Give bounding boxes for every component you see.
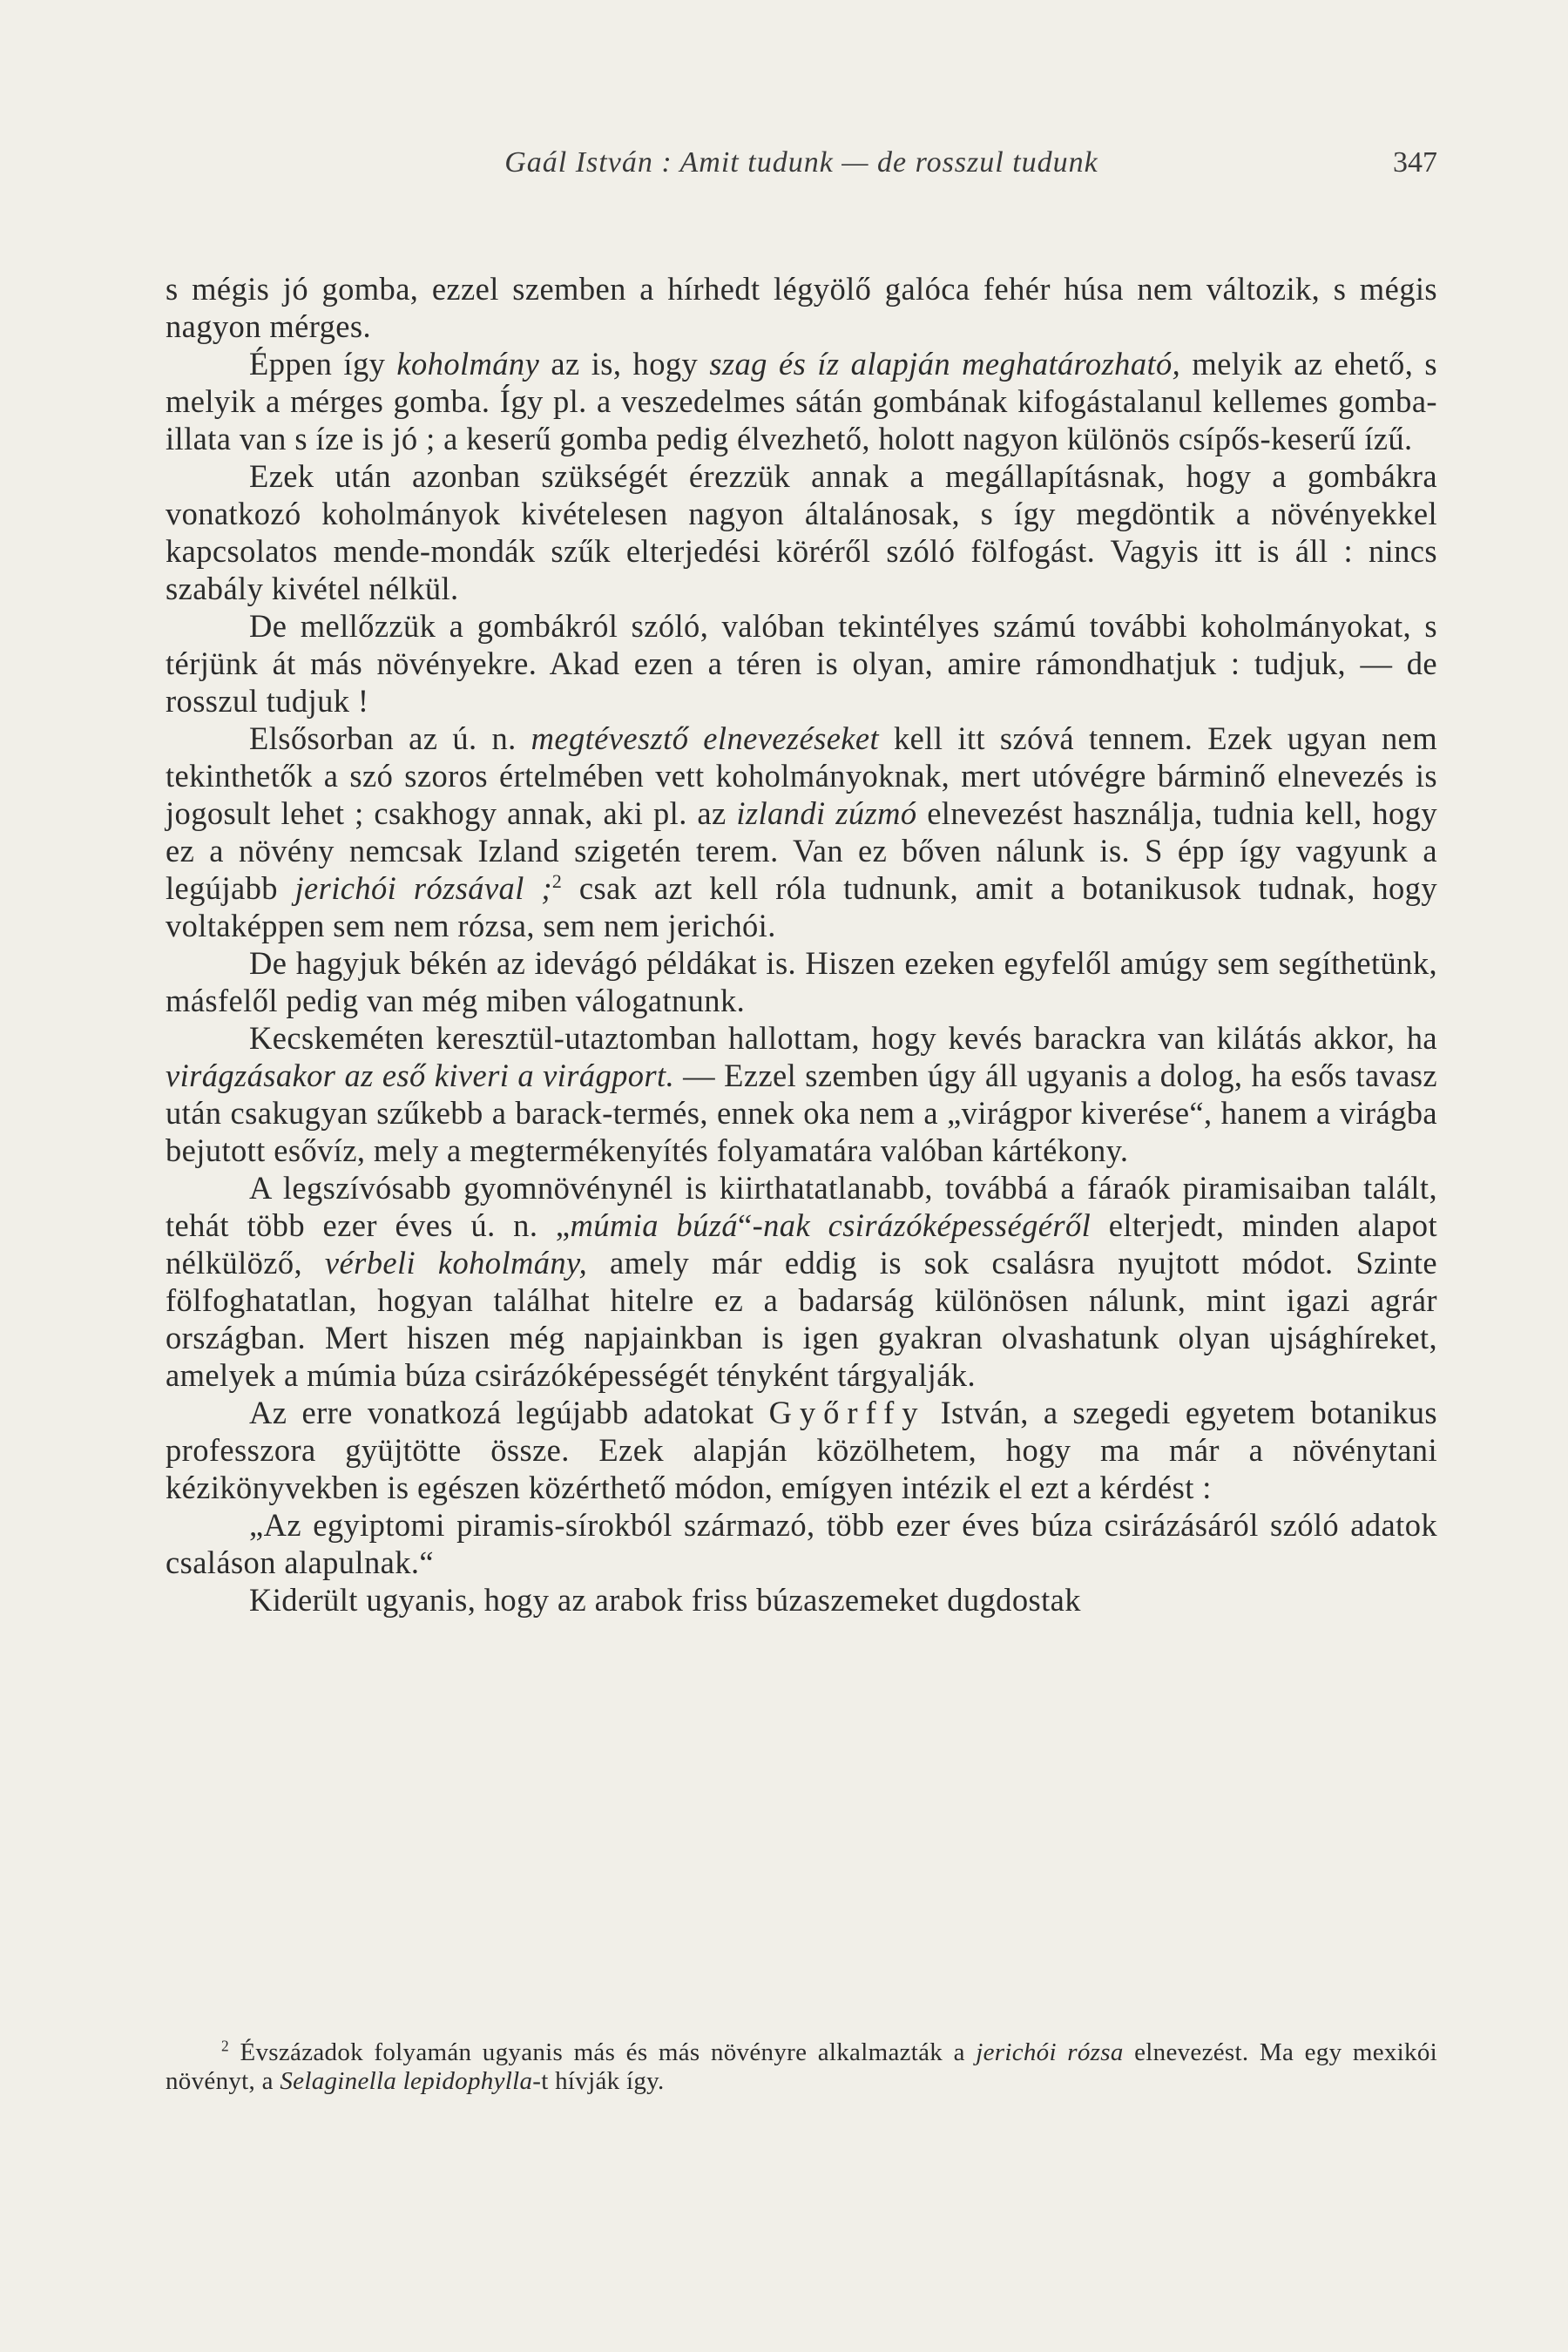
text-run: elnevezést. Ma egy mexikói növényt, a [166, 2038, 1437, 2095]
page-number: 347 [1393, 146, 1437, 179]
italic-run: izlandi zúzmó [736, 795, 917, 831]
text-run: elnevezést használja, tudnia kell, hogy ez a növény nemcsak Izland szigetén terem. Van ez bőven nálunk is. S épp így vagyunk a legújabb [166, 795, 1437, 906]
italic-run: jerichói rózsával ; [294, 870, 552, 906]
italic-run: szag és íz alapján meghatározható, [709, 346, 1181, 382]
text-run: melyik az ehető, s melyik a mérges gomba. Így pl. a veszedelmes sátán gombának kifogástalanul kellemes gomba-illata van s íze is jó ; a keserű gomba pedig élvezhető, holott nagyon különös csípős-keserű ízű. [166, 346, 1438, 456]
paragraph-11 [166, 1581, 1437, 1619]
text-run: amely már eddig is sok csalásra nyujtott módot. Szinte fölfoghatatlan, hogyan találhat hitelre ez a badarság különösen nálunk, mint igazi agrár országban. Mert hiszen még napjainkban is igen gyakran olvashatunk olyan ujsághíreket, amelyek a múmia búza csirázóképességét tényként tárgyalják. [166, 1245, 1437, 1393]
text-run: Ezek után azonban szükségét érezzük annak a megállapításnak, hogy a gombákra vonatkozó koholmányok kivételesen nagyon általánosak, s így megdöntik a növényekkel kapcsolatos mende-mondák szűk elterjedési köréről szóló fölfogást. Vagyis itt is áll : nincs szabály kivétel nélkül. [166, 458, 1437, 606]
body-text [166, 270, 1437, 1619]
text-run: A legszívósabb gyomnövénynél is kiirthatatlanabb, továbbá a fáraók piramisaiban talált, tehát több ezer éves ú. n. „ [166, 1170, 1437, 1243]
text-run: Évszázadok folyamán ugyanis más és más növényre alkalmazták a [229, 2038, 977, 2066]
text-run: Az erre vonatkozá legújabb adatokat [249, 1395, 769, 1430]
paragraph-4 [166, 607, 1437, 720]
page-header [166, 146, 1437, 190]
paragraph-8 [166, 1169, 1437, 1394]
italic-run: koholmány [396, 346, 540, 382]
text-run: István, a szegedi egyetem botanikus professzora gyüjtötte össze. Ezek alapján közölhetem, hogy ma már a növénytani kézikönyvekben is egészen közérthető módon, emígyen intézik el ezt a kérdést : [166, 1395, 1437, 1505]
paragraph-6 [166, 944, 1437, 1019]
paragraph-1 [166, 270, 1437, 345]
text-run: De hagyjuk békén az idevágó példákat is. Hiszen ezeken egyfelől amúgy sem segíthetünk, másfelől pedig van még miben válogatnunk. [166, 945, 1437, 1018]
text-run: az is, hogy [539, 346, 710, 382]
paragraph-9 [166, 1394, 1437, 1506]
text-run: Győrffy [768, 1395, 926, 1430]
paragraph-3 [166, 457, 1437, 607]
italic-run: múmia búzá [570, 1207, 738, 1243]
text-run: Éppen így [249, 346, 397, 382]
italic-run: vérbeli koholmány, [324, 1245, 588, 1281]
text-run: -t hívják így. [532, 2067, 665, 2095]
footnote-ref: 2 [551, 869, 563, 892]
text-run: Kecskeméten keresztül-utaztomban hallottam, hogy kevés barackra van kilátás akkor, ha [249, 1020, 1437, 1056]
running-title: Gaál István : Amit tudunk — de rosszul tudunk [504, 146, 1098, 179]
text-run: Elsősorban az ú. n. [249, 720, 531, 756]
paragraph-2 [166, 345, 1437, 457]
italic-run: megtévesztő elnevezéseket [531, 720, 880, 756]
footnote-1 [166, 2038, 1437, 2096]
text-run: De mellőzzük a gombákról szóló, valóban tekintélyes számú további koholmányokat, s térjünk át más növényekre. Akad ezen a téren is olyan, amire rámondhatjuk : tudjuk, — de rosszul tudjuk ! [166, 608, 1437, 719]
italic-run: Selaginella lepidophylla [280, 2067, 533, 2095]
italic-run: jerichói rózsa [976, 2038, 1124, 2066]
text-run: — Ezzel szemben úgy áll ugyanis a dolog, ha esős tavasz után csakugyan szűkebb a barack-termés, ennek oka nem a „virágpor kiverése“, hanem a virágba bejutott esővíz, mely a megtermékenyítés folyamatára valóban kártékony. [166, 1058, 1437, 1168]
paragraph-10 [166, 1506, 1437, 1581]
text-run: „Az egyiptomi piramis-sírokból származó, több ezer éves búza csirázásáról szóló adatok csaláson alapulnak.“ [166, 1507, 1437, 1580]
text-run: csak azt kell róla tudnunk, amit a botanikusok tudnak, hogy voltaképpen sem nem rózsa, sem nem jerichói. [166, 870, 1437, 943]
text-run: elterjedt, minden alapot nélkülöző, [166, 1207, 1437, 1281]
paragraph-5 [166, 720, 1437, 944]
italic-run: -nak csirázóképességéről [752, 1207, 1092, 1243]
text-run: s mégis jó gomba, ezzel szemben a hírhedt légyölő galóca fehér húsa nem változik, s mégis nagyon mérges. [166, 271, 1437, 344]
text-run: “ [737, 1207, 753, 1243]
text-run: kell itt szóvá tennem. Ezek ugyan nem tekinthetők a szó szoros értelmében vett koholmányoknak, mert utóvégre bárminő elnevezés is jogosult lehet ; csakhogy annak, aki pl. az [166, 720, 1437, 831]
footnote-ref: 2 [221, 2037, 229, 2055]
text-run: Kiderült ugyanis, hogy az arabok friss búzaszemeket dugdostak [249, 1582, 1081, 1618]
italic-run: virágzásakor az eső kiveri a virágport. [166, 1058, 675, 1093]
paragraph-7 [166, 1019, 1437, 1169]
footnotes [166, 2038, 1437, 2096]
